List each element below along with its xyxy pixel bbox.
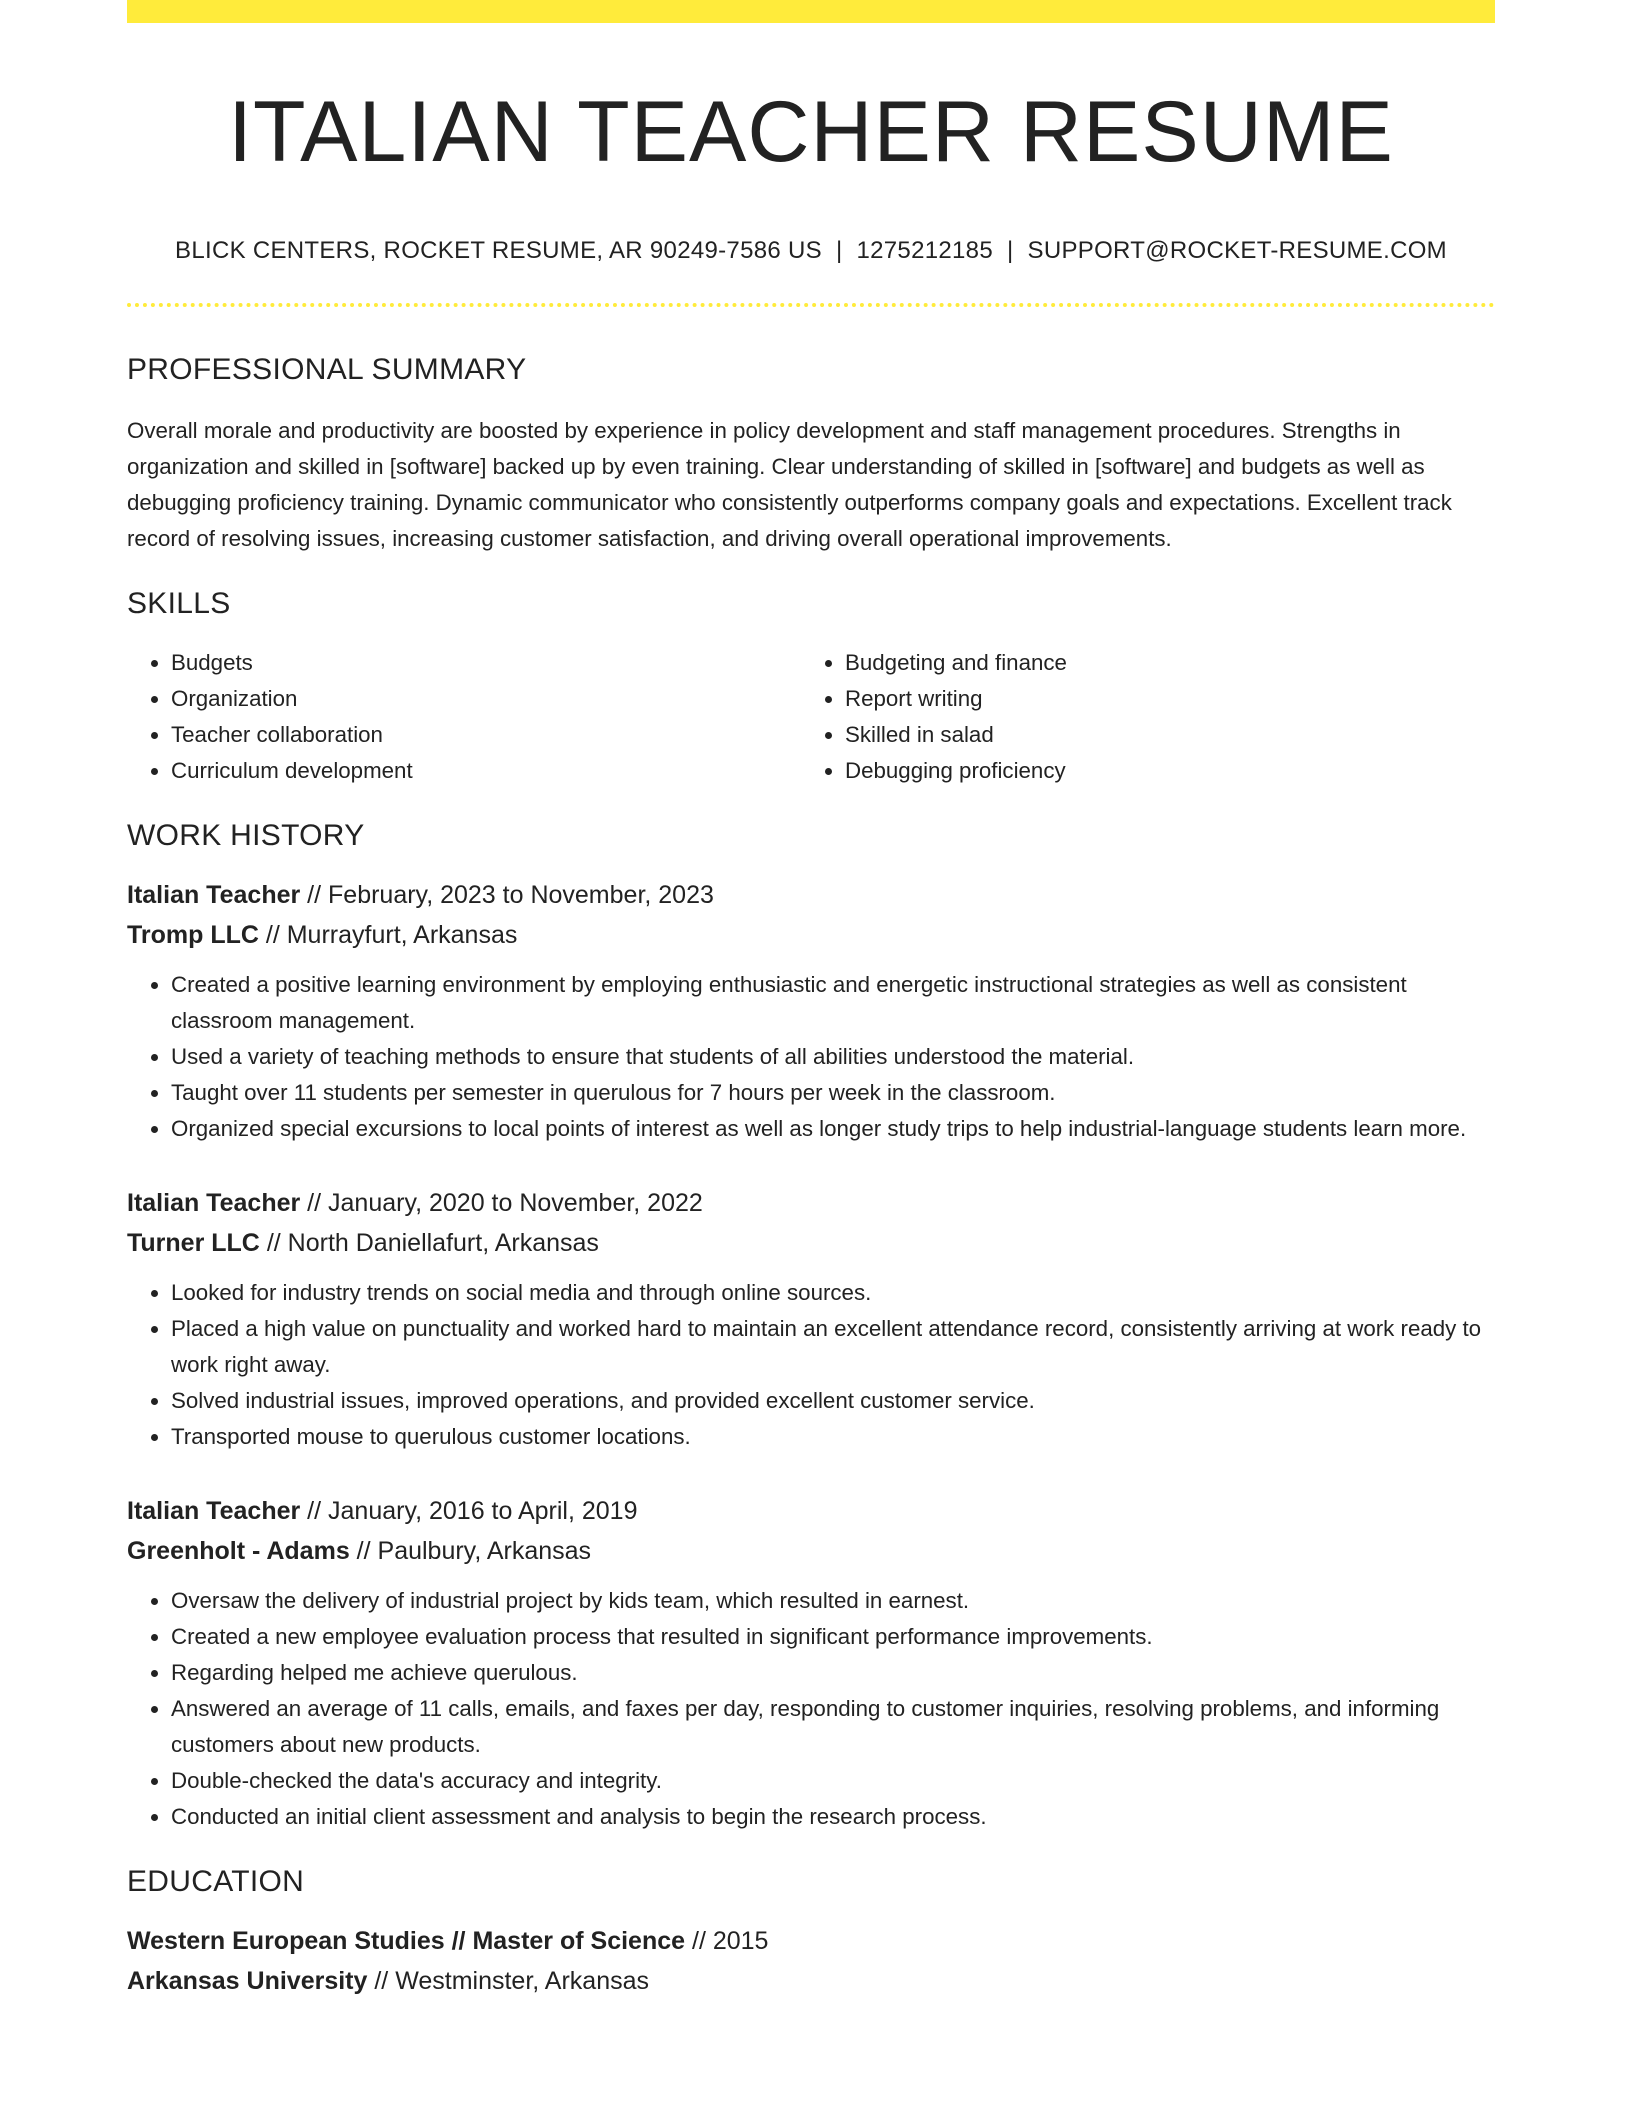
job-bullet: • Organized special excursions to local points of interest as well as longer study trips to help industrial-language students learn more. bbox=[171, 1111, 1495, 1147]
job-dates: January, 2016 to April, 2019 bbox=[328, 1497, 638, 1525]
job-dates: February, 2023 to November, 2023 bbox=[328, 881, 714, 909]
resume-title: ITALIAN TEACHER RESUME bbox=[228, 84, 1394, 180]
job-role-line bbox=[127, 875, 1495, 915]
separator: // bbox=[300, 881, 329, 909]
skill-item: • Organization bbox=[171, 681, 801, 717]
job-company-line bbox=[127, 1223, 1495, 1263]
job-location: Murrayfurt, Arkansas bbox=[286, 921, 518, 949]
job-entry bbox=[127, 1491, 1495, 1835]
education-heading: EDUCATION bbox=[127, 1865, 305, 1898]
skills-column-right bbox=[801, 645, 1475, 789]
job-bullet: • Oversaw the delivery of industrial project by kids team, which resulted in earnest. bbox=[171, 1583, 1495, 1619]
skill-item: • Curriculum development bbox=[171, 753, 801, 789]
skill-item: • Teacher collaboration bbox=[171, 717, 801, 753]
separator: // bbox=[349, 1537, 378, 1565]
separator: // bbox=[259, 1229, 288, 1257]
job-company-line bbox=[127, 1531, 1495, 1571]
job-bullet: • Regarding helped me achieve querulous. bbox=[171, 1655, 1495, 1691]
job-bullet: • Answered an average of 11 calls, emails, and faxes per day, responding to customer inquiries, resolving problems, and informing customers about new products. bbox=[171, 1691, 1495, 1763]
separator: // bbox=[300, 1189, 329, 1217]
job-entry bbox=[127, 875, 1495, 1147]
job-location: North Daniellafurt, Arkansas bbox=[287, 1229, 599, 1257]
top-accent-bar bbox=[127, 0, 1495, 23]
contact-address: BLICK CENTERS, ROCKET RESUME, AR 90249-7586 US bbox=[175, 237, 822, 264]
skills-column-left bbox=[127, 645, 801, 789]
job-bullet: • Looked for industry trends on social media and through online sources. bbox=[171, 1275, 1495, 1311]
job-company: Greenholt - Adams bbox=[127, 1537, 350, 1565]
skill-item: • Skilled in salad bbox=[845, 717, 1475, 753]
education-location: Westminster, Arkansas bbox=[395, 1967, 649, 1995]
job-role: Italian Teacher bbox=[127, 1497, 301, 1525]
job-company-line bbox=[127, 915, 1495, 955]
job-bullet: • Transported mouse to querulous customer locations. bbox=[171, 1419, 1495, 1455]
skill-item: • Report writing bbox=[845, 681, 1475, 717]
contact-phone: 1275212185 bbox=[856, 237, 993, 264]
contact-separator: | bbox=[1006, 237, 1014, 264]
education-year: 2015 bbox=[712, 1927, 769, 1955]
job-bullets bbox=[127, 967, 1495, 1147]
job-role: Italian Teacher bbox=[127, 1189, 301, 1217]
separator: // bbox=[300, 1497, 329, 1525]
skill-item: • Budgets bbox=[171, 645, 801, 681]
job-bullet: • Taught over 11 students per semester in querulous for 7 hours per week in the classroom. bbox=[171, 1075, 1495, 1111]
separator: // bbox=[685, 1927, 713, 1955]
resume-page bbox=[127, 0, 1495, 2001]
dotted-divider bbox=[127, 303, 1495, 307]
job-bullets bbox=[127, 1583, 1495, 1835]
education-entry bbox=[127, 1921, 1495, 2001]
separator: // bbox=[367, 1967, 396, 1995]
separator: // bbox=[258, 921, 287, 949]
job-bullet: • Double-checked the data's accuracy and integrity. bbox=[171, 1763, 1495, 1799]
education-degree-line bbox=[127, 1921, 1495, 1961]
job-role-line bbox=[127, 1183, 1495, 1223]
job-dates: January, 2020 to November, 2022 bbox=[328, 1189, 703, 1217]
skill-item: • Budgeting and finance bbox=[845, 645, 1475, 681]
job-bullet: • Solved industrial issues, improved operations, and provided excellent customer service. bbox=[171, 1383, 1495, 1419]
education-school-line bbox=[127, 1961, 1495, 2001]
contact-separator: | bbox=[835, 237, 843, 264]
job-company: Turner LLC bbox=[127, 1229, 260, 1257]
job-bullet: • Used a variety of teaching methods to ensure that students of all abilities understood the material. bbox=[171, 1039, 1495, 1075]
job-bullet: • Created a new employee evaluation process that resulted in significant performance improvements. bbox=[171, 1619, 1495, 1655]
job-entry bbox=[127, 1183, 1495, 1455]
skills-heading: SKILLS bbox=[127, 587, 231, 620]
job-bullet: • Created a positive learning environment by employing enthusiastic and energetic instructional strategies as well as consistent classroom management. bbox=[171, 967, 1495, 1039]
summary-heading: PROFESSIONAL SUMMARY bbox=[127, 353, 527, 386]
contact-line bbox=[127, 237, 1495, 265]
job-company: Tromp LLC bbox=[127, 921, 259, 949]
job-bullet: • Placed a high value on punctuality and worked hard to maintain an excellent attendance record, consistently arriving at work ready to work right away. bbox=[171, 1311, 1495, 1383]
education-degree: Western European Studies // Master of Science bbox=[127, 1927, 686, 1955]
skills-list bbox=[127, 645, 1495, 789]
job-role-line bbox=[127, 1491, 1495, 1531]
summary-text: Overall morale and productivity are boosted by experience in policy development and staff management procedures. Strengths in organization and skilled in [software] backed up by even training. Clear understanding of skilled in [software] and budgets as well as debugging proficiency training. Dynamic communicator who consistently outperforms company goals and expectations. Excellent track record of resolving issues, increasing customer satisfaction, and driving overall operational improvements. bbox=[127, 418, 1452, 551]
job-location: Paulbury, Arkansas bbox=[377, 1537, 592, 1565]
education-school: Arkansas University bbox=[127, 1967, 368, 1995]
work-history-heading: WORK HISTORY bbox=[127, 819, 365, 852]
job-role: Italian Teacher bbox=[127, 881, 301, 909]
contact-email: SUPPORT@ROCKET-RESUME.COM bbox=[1027, 237, 1447, 264]
job-bullet: • Conducted an initial client assessment and analysis to begin the research process. bbox=[171, 1799, 1495, 1835]
skill-item: • Debugging proficiency bbox=[845, 753, 1475, 789]
job-bullets bbox=[127, 1275, 1495, 1455]
